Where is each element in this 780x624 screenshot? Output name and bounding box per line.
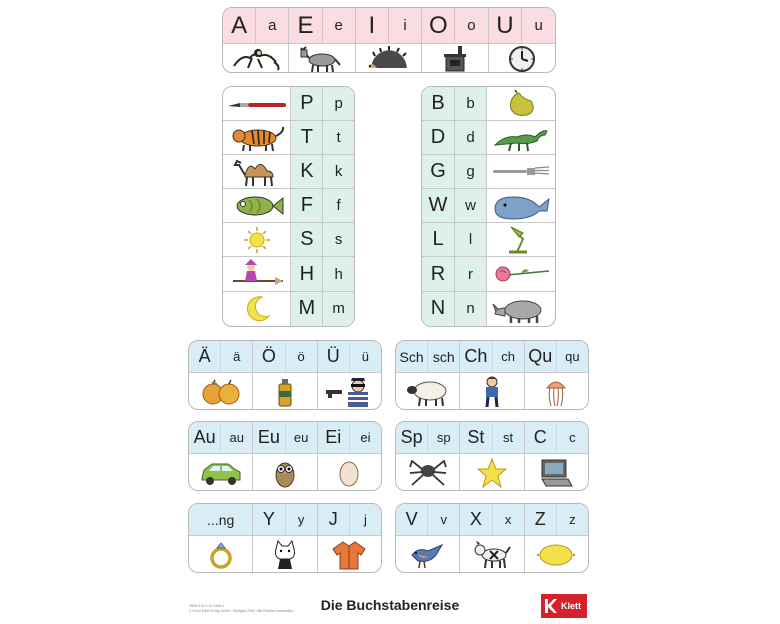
consonant-row-p	[223, 87, 354, 121]
letter-lower: x	[492, 504, 524, 535]
lamp-icon	[501, 225, 541, 255]
letter-upper: Ü	[326, 346, 340, 366]
consonant-row-m	[223, 292, 354, 326]
letter-pair	[460, 422, 524, 453]
consonant-row-r	[422, 257, 555, 291]
letter-upper: Qu	[528, 346, 553, 366]
owl-picture	[253, 454, 317, 491]
consonant-lower: m	[322, 292, 354, 326]
fork-icon	[491, 165, 551, 179]
consonant-upper: H	[290, 257, 322, 290]
letter-upper: J	[328, 509, 338, 529]
consonant-lower: d	[454, 121, 486, 154]
vowel-lower: a	[255, 8, 288, 43]
letter-pair	[525, 504, 588, 535]
letter-lower: z	[556, 504, 588, 535]
letter-upper: Sch	[399, 348, 424, 365]
dog-picture	[460, 536, 524, 573]
camel-picture	[223, 155, 290, 188]
diphthong-pictures-row	[189, 454, 381, 491]
vxz-pictures-row	[396, 536, 588, 573]
letter-pair	[460, 504, 524, 535]
whale-picture	[486, 189, 554, 222]
letter-pair	[318, 504, 381, 535]
vowel-lower: e	[322, 8, 355, 43]
paintbrush-picture	[223, 87, 290, 120]
ring-picture	[189, 536, 253, 573]
rose-icon	[491, 259, 551, 289]
letter-lower: sch	[427, 341, 459, 372]
klett-logo-text: Klett	[561, 601, 581, 611]
diphthong-panel	[188, 421, 382, 491]
consonant-row-w	[422, 189, 555, 223]
consonant-lower: k	[322, 155, 354, 188]
consonant-lower: t	[322, 121, 354, 154]
consonant-lower: f	[322, 189, 354, 222]
dinosaur-picture	[486, 121, 554, 154]
letter-pair	[318, 422, 381, 453]
whale-icon	[491, 191, 551, 221]
stove-picture	[422, 44, 488, 73]
letter-lower: ü	[349, 341, 381, 372]
moon-picture	[223, 292, 290, 326]
star-icon	[476, 457, 508, 489]
consonant-upper: N	[422, 292, 454, 326]
letter-pair	[253, 422, 317, 453]
letter-pair	[460, 341, 524, 372]
consonant-upper: W	[422, 189, 454, 222]
consonant-row-b	[422, 87, 555, 121]
letter-lower: y	[285, 504, 317, 535]
letter-upper: Sp	[400, 427, 423, 447]
bird-icon	[408, 539, 448, 571]
vowel-lower: o	[454, 8, 487, 43]
consonant-upper: S	[290, 223, 322, 256]
letter-lower: sp	[427, 422, 459, 453]
tiger-picture	[223, 121, 290, 154]
donkey-picture	[289, 44, 355, 73]
consonant-upper: D	[422, 121, 454, 154]
ng-y-j-letters-row	[189, 504, 381, 536]
dinosaur-icon	[491, 123, 551, 153]
letter-upper: Z	[534, 509, 546, 529]
isbn-text: ISBN 978-3-12-3456-0	[189, 604, 225, 608]
consonant-upper: M	[290, 292, 322, 326]
vowel-upper: U	[496, 11, 514, 39]
consonant-row-k	[223, 155, 354, 189]
oil-can-picture	[253, 373, 317, 410]
tiger-icon	[228, 124, 286, 152]
consonant-row-h	[223, 257, 354, 291]
letter-lower: eu	[285, 422, 317, 453]
pear-picture	[486, 87, 554, 120]
consonant-lower: r	[454, 257, 486, 290]
jellyfish-icon	[544, 376, 568, 408]
consonant-lower: s	[322, 223, 354, 256]
monkey-icon	[228, 46, 284, 72]
vxz-letters-row	[396, 504, 588, 536]
letter-pair	[189, 422, 253, 453]
left-consonant-panel	[222, 86, 355, 327]
consonant-row-l	[422, 223, 555, 257]
consonant-lower: b	[454, 87, 486, 120]
letter-upper: Ä	[198, 346, 211, 366]
consonant-lower: h	[322, 257, 354, 290]
letter-pair	[525, 422, 588, 453]
letter-pair	[396, 504, 460, 535]
robber-icon	[324, 376, 374, 408]
letter-lower: j	[349, 504, 381, 535]
computer-picture	[525, 454, 588, 491]
ring-icon	[207, 539, 235, 571]
cat-picture	[253, 536, 317, 573]
letter-upper: St	[467, 427, 485, 447]
fork-picture	[486, 155, 554, 188]
letter-lower: ö	[285, 341, 317, 372]
sun-picture	[223, 223, 290, 256]
consonant-upper: G	[422, 155, 454, 188]
consonant-row-s	[223, 223, 354, 257]
consonant-row-n	[422, 292, 555, 326]
sheep-picture	[396, 373, 460, 410]
letter-lower: v	[427, 504, 459, 535]
vowel-panel	[222, 7, 556, 73]
rhino-icon	[491, 294, 551, 324]
letter-upper: Ei	[325, 427, 342, 447]
egg-picture	[318, 454, 381, 491]
consonant-lower: p	[322, 87, 354, 120]
umlaut-panel	[188, 340, 382, 410]
jellyfish-picture	[525, 373, 588, 410]
clock-picture	[489, 44, 555, 73]
letter-lower: c	[556, 422, 588, 453]
klett-logo	[541, 594, 587, 618]
spider-picture	[396, 454, 460, 491]
letter-upper: Eu	[257, 427, 280, 447]
cluster-panel-sch	[395, 340, 589, 410]
egg-icon	[337, 457, 361, 489]
letter-pair	[396, 341, 460, 372]
consonant-upper: T	[290, 121, 322, 154]
vowel-upper: E	[297, 11, 314, 39]
letter-lower: ch	[492, 341, 524, 372]
owl-icon	[272, 457, 298, 489]
witch-picture	[223, 257, 290, 290]
vowel-u	[489, 8, 555, 43]
sun-icon	[242, 225, 272, 255]
vowel-pictures-row	[223, 44, 555, 73]
letter-single-value: ...ng	[207, 511, 235, 528]
poster-title: Die Buchstabenreise	[320, 597, 460, 613]
vowel-o	[422, 8, 488, 43]
dog-icon	[472, 539, 512, 571]
boy-icon	[481, 376, 503, 408]
consonant-row-d	[422, 121, 555, 155]
jacket-icon	[331, 539, 367, 571]
computer-icon	[538, 457, 574, 489]
consonant-upper: K	[290, 155, 322, 188]
fish-picture	[223, 189, 290, 222]
consonant-upper: R	[422, 257, 454, 290]
letter-pair	[525, 341, 588, 372]
vowel-upper: O	[428, 11, 448, 39]
letter-upper: X	[469, 509, 482, 529]
monkey-picture	[223, 44, 289, 73]
diphthong-letters-row	[189, 422, 381, 454]
car-icon	[198, 458, 244, 488]
consonant-row-f	[223, 189, 354, 223]
letter-upper: V	[405, 509, 418, 529]
apples-icon	[199, 376, 243, 408]
ng-y-j-panel	[188, 503, 382, 573]
cluster-sp-letters-row	[396, 422, 588, 454]
vowel-i	[356, 8, 422, 43]
robber-picture	[318, 373, 381, 410]
consonant-row-t	[223, 121, 354, 155]
letter-upper: Y	[262, 509, 275, 529]
jacket-picture	[318, 536, 381, 573]
vowel-e	[289, 8, 355, 43]
ng-y-j-pictures-row	[189, 536, 381, 573]
rhino-picture	[486, 292, 554, 326]
letter-lower: au	[220, 422, 252, 453]
vowel-lower: u	[521, 8, 555, 43]
stove-icon	[440, 45, 470, 73]
hedgehog-picture	[356, 44, 422, 73]
vowel-lower: i	[388, 8, 421, 43]
right-consonant-panel	[421, 86, 556, 327]
sheep-icon	[404, 376, 452, 408]
letter-upper: Ch	[464, 346, 488, 366]
clock-icon	[507, 45, 537, 73]
letter-single	[189, 504, 253, 535]
cluster-letters-row	[396, 341, 588, 373]
camel-icon	[233, 157, 281, 187]
pear-icon	[501, 89, 541, 119]
vowel-a	[223, 8, 289, 43]
rose-picture	[486, 257, 554, 290]
lemon-picture	[525, 536, 588, 573]
consonant-upper: L	[422, 223, 454, 256]
oil-can-icon	[275, 376, 295, 408]
boy-picture	[460, 373, 524, 410]
copyright-text: © Ernst Klett Verlag GmbH, Stuttgart 2009. Alle Rechte vorbehalten.	[189, 609, 295, 613]
moon-icon	[242, 294, 272, 324]
letter-lower: qu	[556, 341, 588, 372]
witch-icon	[229, 259, 285, 289]
vxz-panel	[395, 503, 589, 573]
cat-icon	[270, 539, 300, 571]
letter-pair	[253, 341, 317, 372]
umlaut-letters-row	[189, 341, 381, 373]
letter-pair	[189, 341, 253, 372]
klett-logo-icon	[541, 594, 561, 618]
consonant-upper: B	[422, 87, 454, 120]
letter-upper: C	[533, 427, 547, 447]
paintbrush-icon	[226, 94, 288, 114]
letter-pair	[253, 504, 317, 535]
car-picture	[189, 454, 253, 491]
umlaut-pictures-row	[189, 373, 381, 410]
star-picture	[460, 454, 524, 491]
letter-pair	[318, 341, 381, 372]
cluster-panel-sp	[395, 421, 589, 491]
bird-picture	[396, 536, 460, 573]
lemon-icon	[536, 542, 576, 568]
vowel-upper: A	[231, 11, 248, 39]
consonant-row-g	[422, 155, 555, 189]
letter-upper: Au	[193, 427, 216, 447]
consonant-lower: w	[454, 189, 486, 222]
cluster-pictures-row	[396, 373, 588, 410]
vowel-letters-row	[223, 8, 555, 44]
letter-lower: ei	[349, 422, 381, 453]
fish-icon	[229, 192, 285, 220]
letter-lower: st	[492, 422, 524, 453]
hedgehog-icon	[365, 46, 411, 72]
letter-pair	[396, 422, 460, 453]
apples-picture	[189, 373, 253, 410]
consonant-lower: n	[454, 292, 486, 326]
letter-lower: ä	[220, 341, 252, 372]
letter-upper: Ö	[261, 346, 276, 366]
cluster-sp-pictures-row	[396, 454, 588, 491]
vowel-upper: I	[368, 11, 376, 39]
donkey-icon	[298, 45, 346, 73]
consonant-lower: g	[454, 155, 486, 188]
consonant-lower: l	[454, 223, 486, 256]
spider-icon	[408, 457, 448, 489]
consonant-upper: F	[290, 189, 322, 222]
consonant-upper: P	[290, 87, 322, 120]
lamp-picture	[486, 223, 554, 256]
